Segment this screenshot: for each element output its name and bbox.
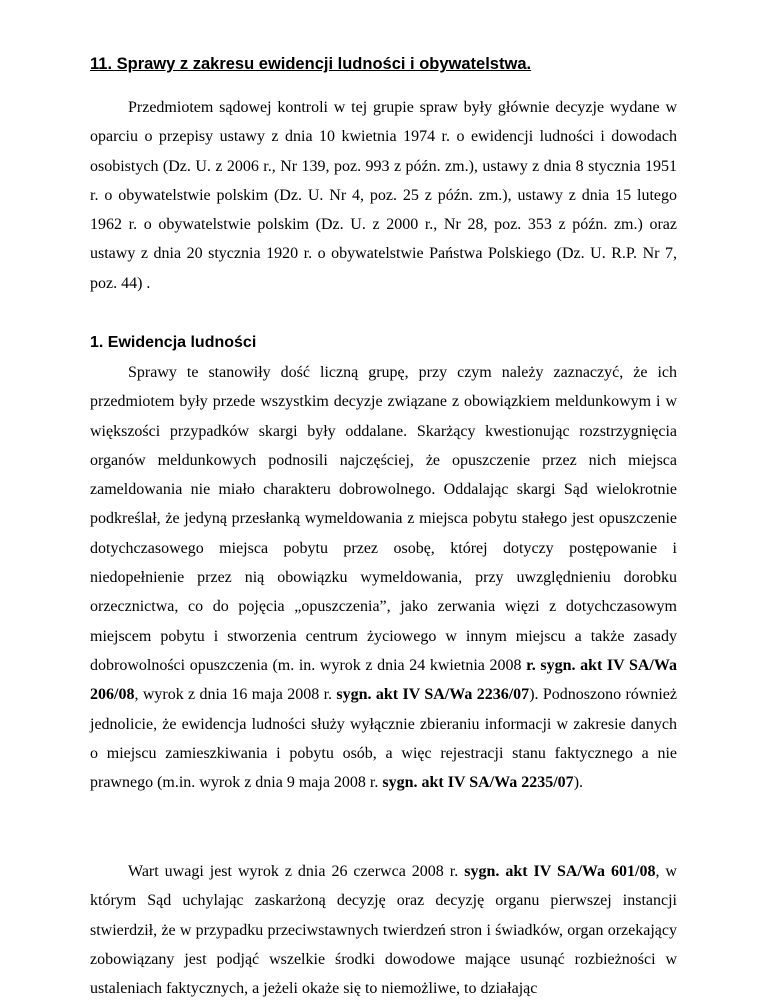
- paragraph-text: , w którym Sąd uchylając zaskarżoną decyzję oraz decyzję organu pierwszej instancji stwierdził, że w przypadku przeciwstawnych twierdzeń stron i świadków, organ orzekający zobowiązany jest podjąć wszelkie środki dowodowe mające usunąć rozbieżności w ustaleniach faktycznych, a jeżeli okaże się to niemożliwe, to działając: [90, 863, 677, 998]
- paragraph-text: Sprawy te stanowiły dość liczną grupę, przy czym należy zaznaczyć, że ich przedmiotem były przede wszystkim decyzje związane z obowiązkiem meldunkowym i w większości przypadków skargi były oddalane. Skarżący kwestionując rozstrzygnięcia organów meldunkowych podnosili najczęściej, że opuszczenie przez nich miejsca zameldowania nie miało charakteru dobrowolnego. Oddalając skargi Sąd wielokrotnie podkreślał, że jedyną przesłanką wymeldowania z miejsca pobytu stałego jest opuszczenie dotychczasowego miejsca pobytu przez osobę, której dotyczy postępowanie i niedopełnienie przez nią obowiązku wymeldowania, przy uwzględnieniu dorobku orzecznictwa, co do pojęcia „opuszczenia”, jako zerwania więzi z dotychczasowym miejscem pobytu i stworzenia centrum życiowego w innym miejscu a także zasady dobrowolności opuszczenia (m. in. wyrok z dnia 24 kwietnia 2008: [90, 364, 677, 674]
- case-reference: r. sygn. akt IV SA/Wa 206/08: [90, 656, 677, 704]
- population-register-paragraph: [90, 358, 677, 797]
- paragraph-text: , wyrok z dnia 16 maja 2008 r.: [134, 686, 337, 704]
- paragraph-text: Wart uwagi jest wyrok z dnia 26 czerwca 2008 r.: [128, 863, 465, 880]
- notable-judgment-paragraph: [90, 857, 677, 1003]
- case-reference: sygn. akt IV SA/Wa 601/08: [464, 863, 656, 880]
- intro-paragraph: Przedmiotem sądowej kontroli w tej grupie spraw były głównie decyzje wydane w oparciu o przepisy ustawy z dnia 10 kwietnia 1974 r. o ewidencji ludności i dowodach osobistych (Dz. U. z 2006 r., Nr 139, poz. 993 z późn. zm.), ustawy z dnia 8 stycznia 1951 r. o obywatelstwie polskim (Dz. U. Nr 4, poz. 25 z późn. zm.), ustawy z dnia 15 lutego 1962 r. o obywatelstwie polskim (Dz. U. z 2000 r., Nr 28, poz. 353 z późn. zm.) oraz ustawy z dnia 20 stycznia 1920 r. o obywatelstwie Państwa Polskiego (Dz. U. R.P. Nr 7, poz. 44) .: [90, 99, 677, 292]
- subsection-title: 1. Ewidencja ludności: [90, 334, 257, 351]
- case-reference: sygn. akt IV SA/Wa 2235/07: [382, 774, 574, 792]
- case-reference: sygn. akt IV SA/Wa 2236/07: [336, 686, 530, 704]
- paragraph-text: ).: [573, 774, 584, 792]
- section-title: 11. Sprawy z zakresu ewidencji ludności i obywatelstwa.: [90, 55, 532, 73]
- paragraph-text: ). Podnoszono również jednolicie, że ewidencja ludności służy wyłącznie zbieraniu informacji w zakresie danych o miejscu zamieszkiwania i pobytu osób, a więc rejestracji stanu faktycznego a nie prawnego (m.in. wyrok z dnia 9 maja 2008 r.: [90, 686, 677, 792]
